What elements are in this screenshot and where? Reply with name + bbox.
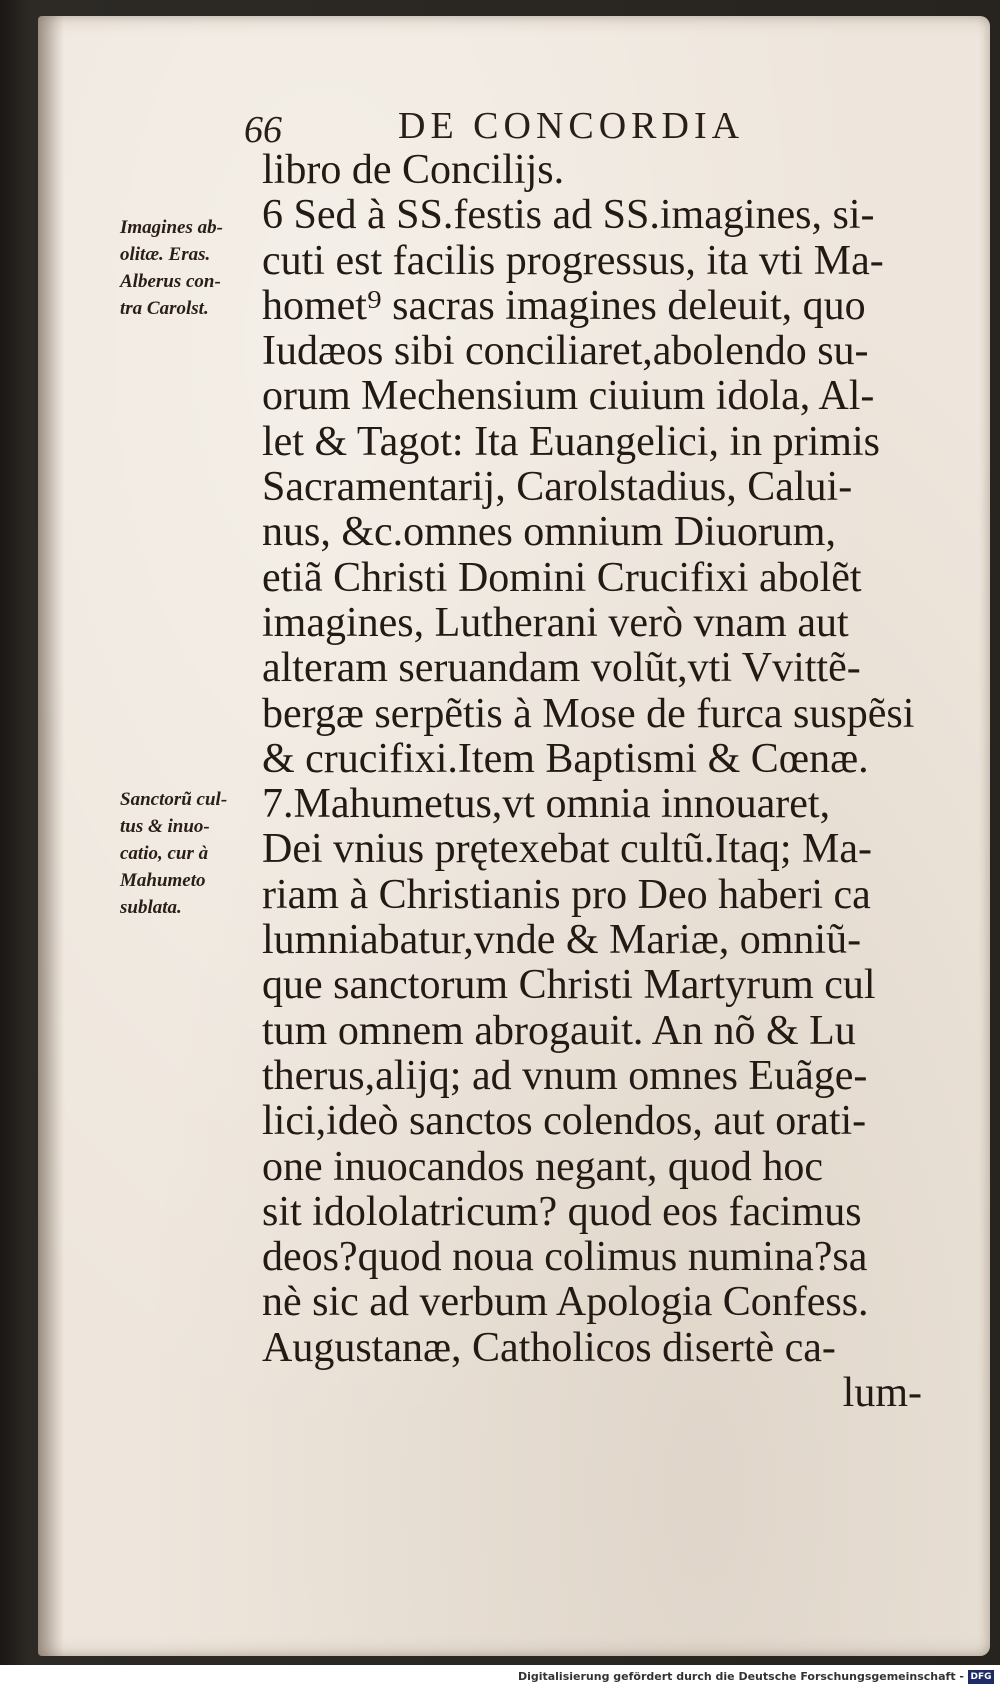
body-line: 6 Sed à SS.festis ad SS.imagines, si- — [262, 192, 875, 239]
body-text — [262, 148, 962, 1416]
body-line: que sanctorum Christi Martyrum cul — [262, 962, 876, 1009]
body-line: let & Tagot: Ita Euangelici, in primis — [262, 418, 880, 465]
marginal-note-line: Mahumeto — [120, 870, 206, 891]
body-line: tum omnem abrogauit. An nõ & Lu — [262, 1007, 856, 1054]
marginal-note-line: tra Carolst. — [120, 298, 209, 319]
marginal-note-line: Sanctorũ cul- — [120, 789, 228, 810]
body-line: cuti est facilis progressus, ita vti Ma- — [262, 237, 884, 284]
body-line: lumniabatur,vnde & Mariæ, omniũ- — [262, 917, 862, 964]
body-line: therus,alijq; ad vnum omnes Euãge- — [262, 1052, 868, 1099]
body-line: etiã Christi Domini Crucifixi abolẽt — [262, 554, 862, 601]
marginal-note-line: tus & inuo- — [120, 816, 210, 837]
marginal-note-images — [120, 214, 270, 322]
body-line: & crucifixi.Item Baptismi & Cœnæ. — [262, 735, 869, 782]
body-line: nè sic ad verbum Apologia Confess. — [262, 1279, 869, 1326]
funding-credit: Digitalisierung gefördert durch die Deutsche Forschungsgemeinschaft - — [517, 1670, 964, 1683]
body-line: lum- — [842, 1370, 922, 1417]
body-line: nus, &c.omnes omnium Diuorum, — [262, 509, 836, 556]
marginal-note-saints — [120, 786, 270, 921]
running-title: DE CONCORDIA — [398, 105, 745, 147]
body-line: Sacramentarij, Carolstadius, Calui- — [262, 464, 853, 511]
marginal-note-line: sublata. — [120, 897, 182, 918]
body-line: orum Mechensium ciuium idola, Al- — [262, 373, 875, 420]
spine-shadow — [38, 16, 64, 1656]
dfg-logo: DFG — [968, 1670, 994, 1684]
marginal-note-line: Alberus con- — [120, 271, 221, 292]
marginal-note-line: olitæ. Eras. — [120, 244, 211, 265]
page-number: 66 — [244, 109, 282, 151]
body-line: Dei vnius prętexebat cultũ.Itaq; Ma- — [262, 826, 872, 873]
marginal-note-line: catio, cur à — [120, 843, 209, 864]
body-line: alteram seruandam volũt,vti Vvittẽ- — [262, 645, 861, 692]
body-line: libro de Concilijs. — [262, 147, 565, 193]
body-line: deos?quod noua colimus numina?sa — [262, 1234, 868, 1281]
body-line: one inuocandos negant, quod hoc — [262, 1143, 824, 1190]
body-line: sit idololatricum? quod eos facimus — [262, 1188, 862, 1235]
body-line: imagines, Lutherani verò vnam aut — [262, 599, 849, 646]
body-line: homet⁹ sacras imagines deleuit, quo — [262, 282, 866, 329]
body-line: bergæ serpẽtis à Mose de furca suspẽsi — [262, 690, 915, 737]
footer-bar — [0, 1665, 1000, 1690]
marginal-note-line: Imagines ab- — [120, 217, 223, 238]
body-line: Iudæos sibi conciliaret,abolendo su- — [262, 328, 869, 375]
body-line: 7.Mahumetus,vt omnia innouaret, — [262, 781, 831, 828]
body-line: riam à Christianis pro Deo haberi ca — [262, 871, 871, 918]
body-line: lici,ideò sanctos colendos, aut orati- — [262, 1098, 867, 1145]
body-line: Augustanæ, Catholicos disertè ca- — [262, 1324, 836, 1371]
